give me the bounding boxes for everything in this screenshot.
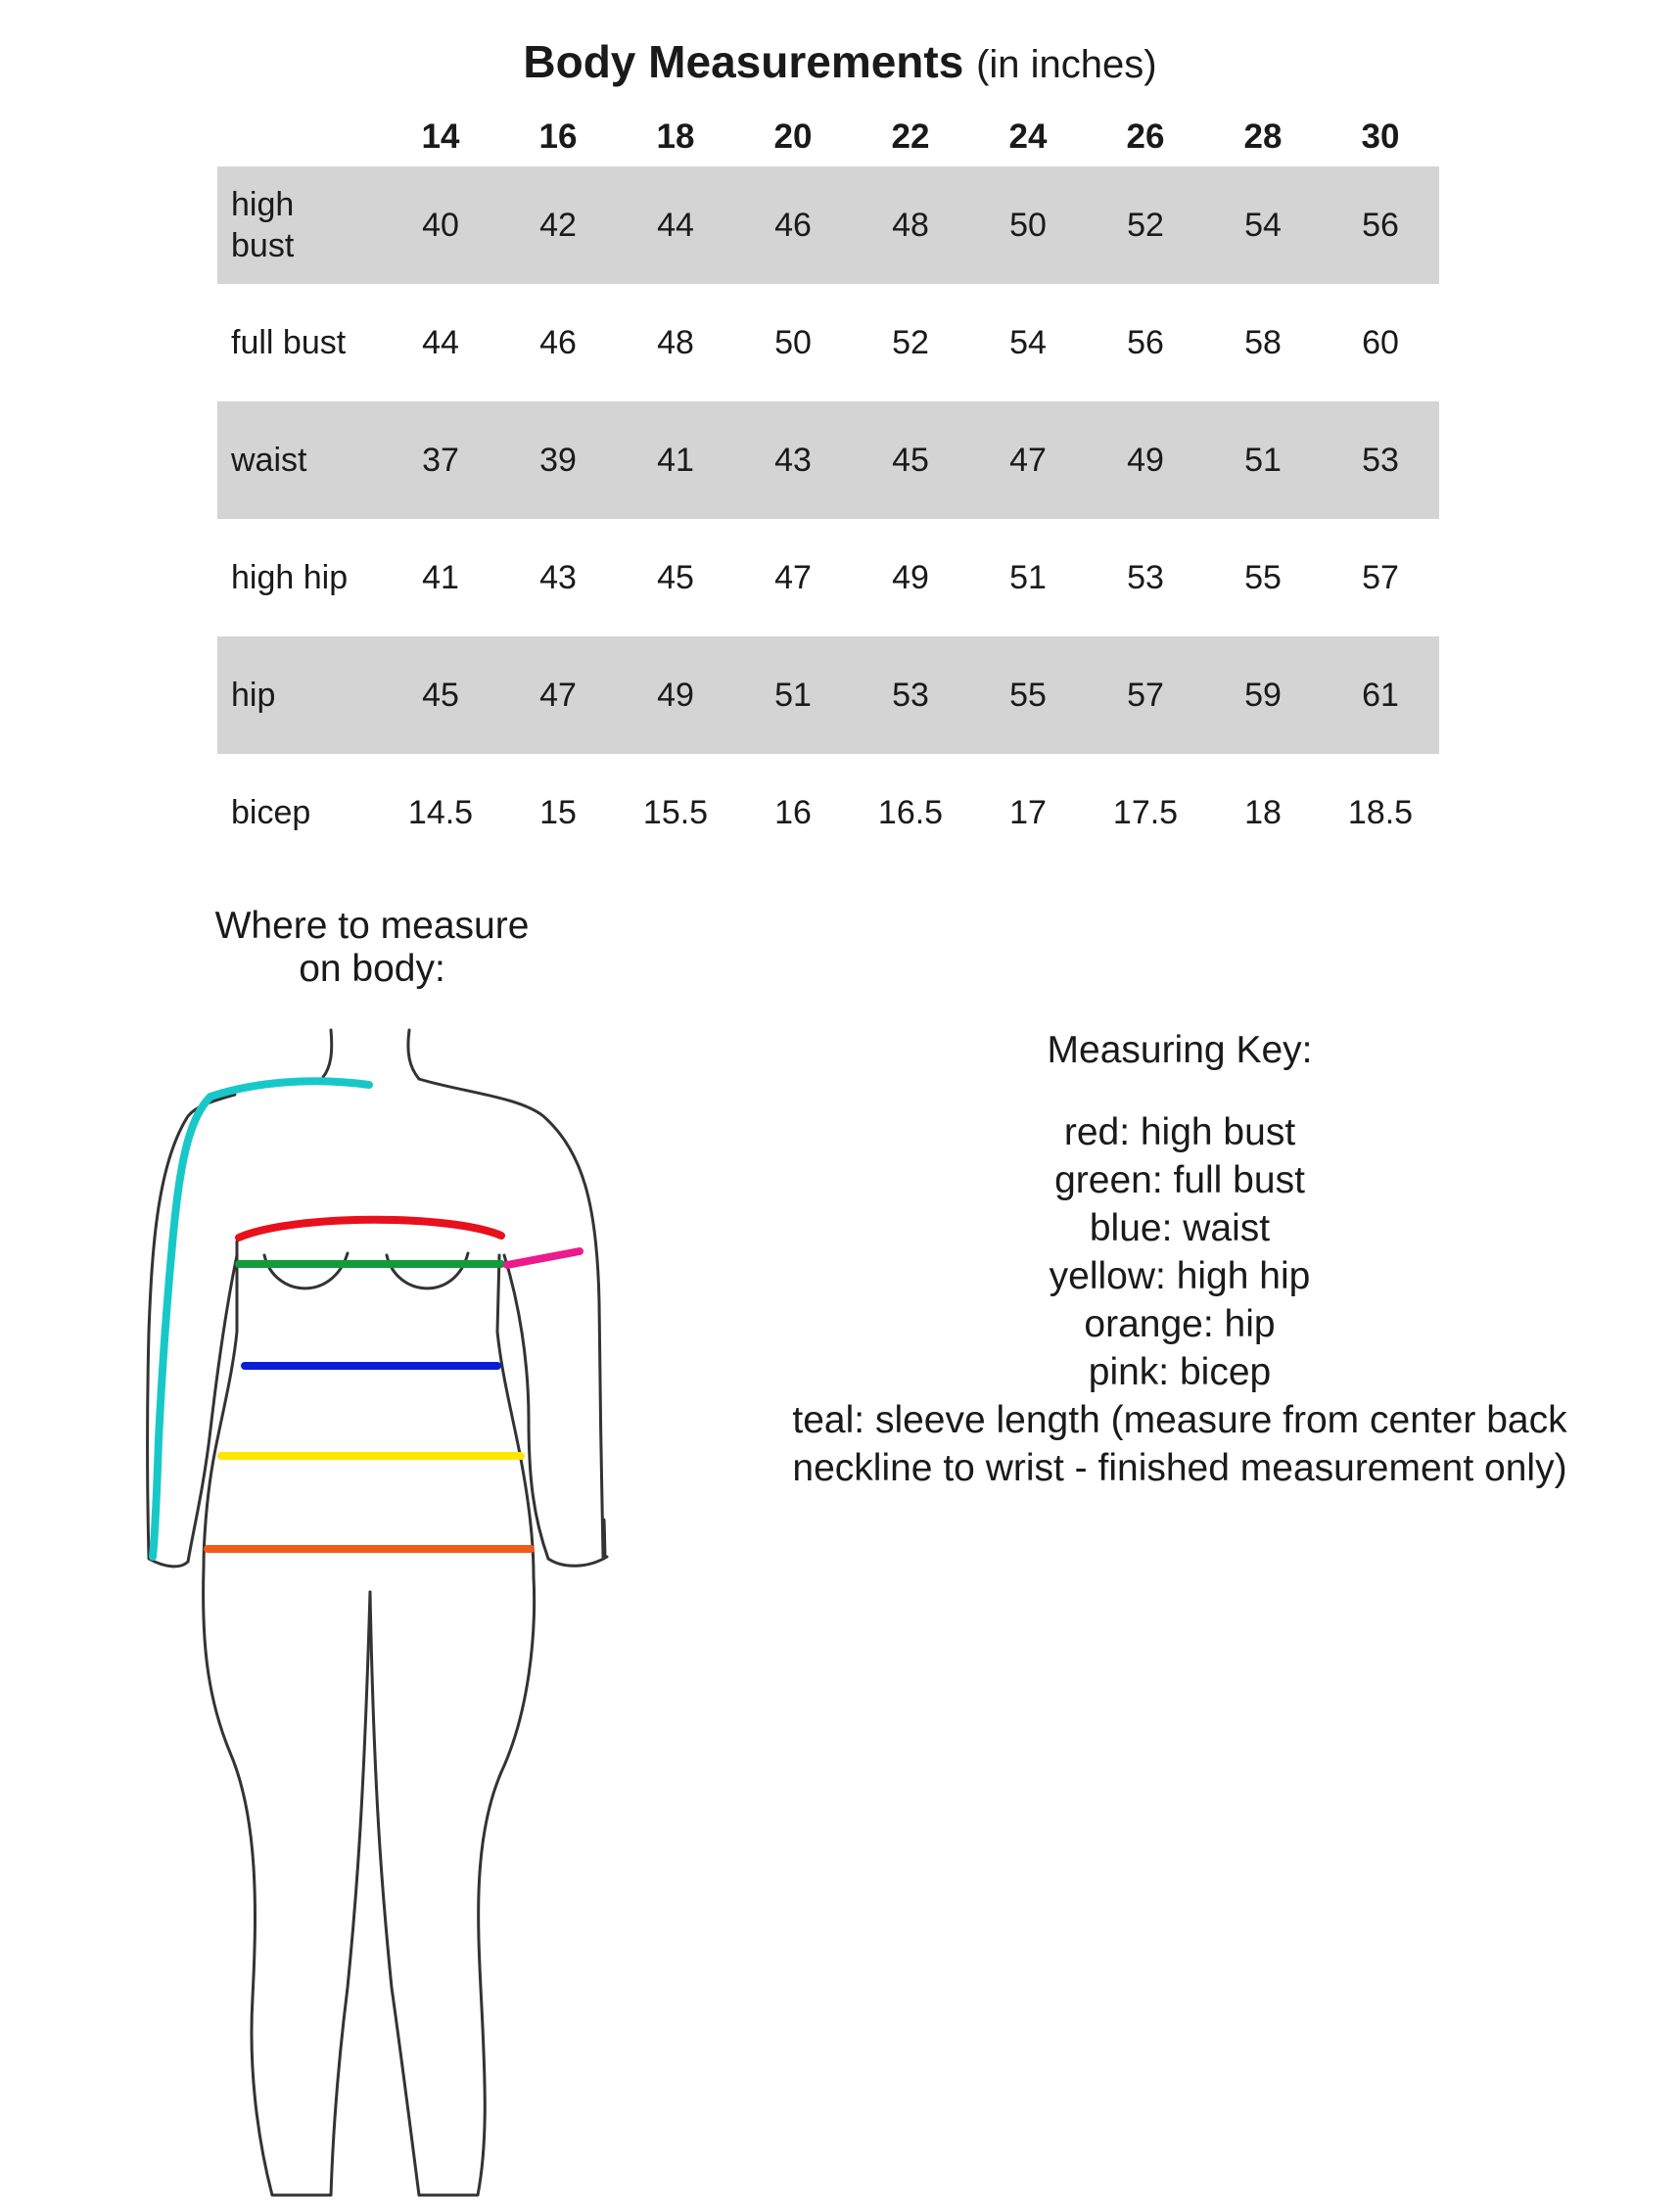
table-cell: 53 xyxy=(1127,558,1164,596)
table-cell: 49 xyxy=(892,558,929,596)
title-main: Body Measurements xyxy=(523,36,964,87)
size-header: 14 xyxy=(421,117,460,156)
table-cell: 40 xyxy=(382,166,499,284)
table-cell: 52 xyxy=(892,323,929,361)
size-header: 16 xyxy=(538,117,578,156)
table-cell: 17 xyxy=(1009,793,1047,831)
table-cell: 48 xyxy=(657,323,694,361)
size-header: 30 xyxy=(1361,117,1400,156)
table-row-bicep xyxy=(217,754,1439,871)
table-cell: 56 xyxy=(1127,323,1164,361)
table-cell: 53 xyxy=(852,636,969,754)
table-cell: 41 xyxy=(617,401,734,519)
where-to-measure-heading xyxy=(127,905,617,991)
table-cell: 53 xyxy=(1322,401,1439,519)
neck-right-outline xyxy=(408,1030,419,1079)
row-label xyxy=(217,166,382,284)
table-cell: 54 xyxy=(1009,323,1047,361)
right-leg-outer-outline xyxy=(370,1576,535,2195)
size-header: 18 xyxy=(656,117,695,156)
table-cell: 49 xyxy=(617,636,734,754)
table-cell: 16 xyxy=(774,793,812,831)
row-label: waist xyxy=(217,401,382,519)
high-bust-line xyxy=(239,1220,501,1238)
measuring-key xyxy=(685,1026,1674,1492)
row-label-text: high bust xyxy=(231,186,295,264)
table-cell: 45 xyxy=(657,558,694,596)
table-cell: 45 xyxy=(852,401,969,519)
table-cell: 51 xyxy=(1009,558,1047,596)
table-cell: 51 xyxy=(1204,401,1322,519)
table-cell: 39 xyxy=(499,401,617,519)
bicep-line xyxy=(507,1251,580,1265)
table-cell: 18 xyxy=(1244,793,1282,831)
table-cell: 46 xyxy=(539,323,577,361)
neck-left-outline xyxy=(323,1030,332,1077)
key-item-high-bust: red: high bust xyxy=(1063,1111,1296,1153)
table-cell: 45 xyxy=(382,636,499,754)
table-row-full-bust xyxy=(217,284,1439,401)
size-header: 22 xyxy=(891,117,930,156)
table-cell: 50 xyxy=(774,323,812,361)
table-cell: 51 xyxy=(734,636,852,754)
right-bust-curve xyxy=(387,1253,468,1288)
right-arm-outer-outline xyxy=(419,1079,607,1566)
table-cell: 17.5 xyxy=(1112,793,1179,831)
key-item-bicep: pink: bicep xyxy=(1088,1351,1272,1393)
table-cell: 43 xyxy=(734,401,852,519)
table-row-high-hip xyxy=(217,519,1439,636)
size-header: 28 xyxy=(1243,117,1283,156)
table-cell: 52 xyxy=(1087,166,1204,284)
table-cell: 57 xyxy=(1087,636,1204,754)
key-item-full-bust: green: full bust xyxy=(1054,1159,1305,1201)
table-row-waist xyxy=(217,401,1439,519)
table-row-high-bust xyxy=(217,166,1439,284)
page-title xyxy=(0,27,1680,99)
table-cell: 55 xyxy=(1244,558,1282,596)
table-cell: 41 xyxy=(422,558,459,596)
where-line-1: Where to measure xyxy=(214,905,530,947)
torso-left-outline xyxy=(204,1241,237,1567)
key-item-sleeve-length: teal: sleeve length (measure from center back xyxy=(792,1399,1567,1441)
table-cell: 54 xyxy=(1204,166,1322,284)
left-arm-inner-outline xyxy=(188,1255,237,1562)
table-cell: 57 xyxy=(1362,558,1399,596)
size-header: 24 xyxy=(1008,117,1048,156)
table-cell: 37 xyxy=(382,401,499,519)
table-cell: 42 xyxy=(499,166,617,284)
measurements-table xyxy=(217,108,1439,871)
table-cell: 55 xyxy=(969,636,1087,754)
table-cell: 44 xyxy=(422,323,459,361)
size-header-row xyxy=(217,108,1439,166)
table-cell: 47 xyxy=(774,558,812,596)
size-header: 20 xyxy=(773,117,813,156)
left-leg-outer-outline xyxy=(204,1567,370,2195)
row-label: full bust xyxy=(231,324,347,361)
row-label: high hip xyxy=(231,559,349,596)
table-cell: 56 xyxy=(1322,166,1439,284)
table-cell: 47 xyxy=(499,636,617,754)
key-item-waist: blue: waist xyxy=(1089,1207,1271,1249)
row-label: bicep xyxy=(231,794,311,831)
table-cell: 61 xyxy=(1322,636,1439,754)
table-cell: 43 xyxy=(539,558,577,596)
table-cell: 44 xyxy=(617,166,734,284)
table-cell: 47 xyxy=(969,401,1087,519)
key-item-sleeve-length-note: neckline to wrist - finished measurement only) xyxy=(792,1447,1567,1489)
size-header: 26 xyxy=(1126,117,1165,156)
table-cell: 60 xyxy=(1362,323,1399,361)
table-cell: 16.5 xyxy=(877,793,944,831)
table-cell: 49 xyxy=(1087,401,1204,519)
left-arm-outer-outline xyxy=(148,1095,236,1567)
where-line-2: on body: xyxy=(299,948,445,990)
table-cell: 48 xyxy=(852,166,969,284)
key-item-high-hip: yellow: high hip xyxy=(1049,1255,1311,1297)
key-title: Measuring Key: xyxy=(1047,1029,1313,1071)
left-bust-curve xyxy=(264,1253,348,1288)
table-cell: 15 xyxy=(539,793,577,831)
table-row-hip xyxy=(217,636,1439,754)
row-label: hip xyxy=(217,636,382,754)
table-cell: 46 xyxy=(734,166,852,284)
table-cell: 18.5 xyxy=(1347,793,1414,831)
table-cell: 50 xyxy=(969,166,1087,284)
sleeve-length-line xyxy=(153,1081,369,1557)
table-cell: 15.5 xyxy=(642,793,709,831)
table-cell: 59 xyxy=(1204,636,1322,754)
title-unit: (in inches) xyxy=(976,43,1157,86)
table-cell: 14.5 xyxy=(407,793,474,831)
table-cell: 58 xyxy=(1244,323,1282,361)
body-diagram xyxy=(0,1008,646,2201)
corner-cell xyxy=(217,108,382,166)
key-item-hip: orange: hip xyxy=(1084,1303,1276,1345)
